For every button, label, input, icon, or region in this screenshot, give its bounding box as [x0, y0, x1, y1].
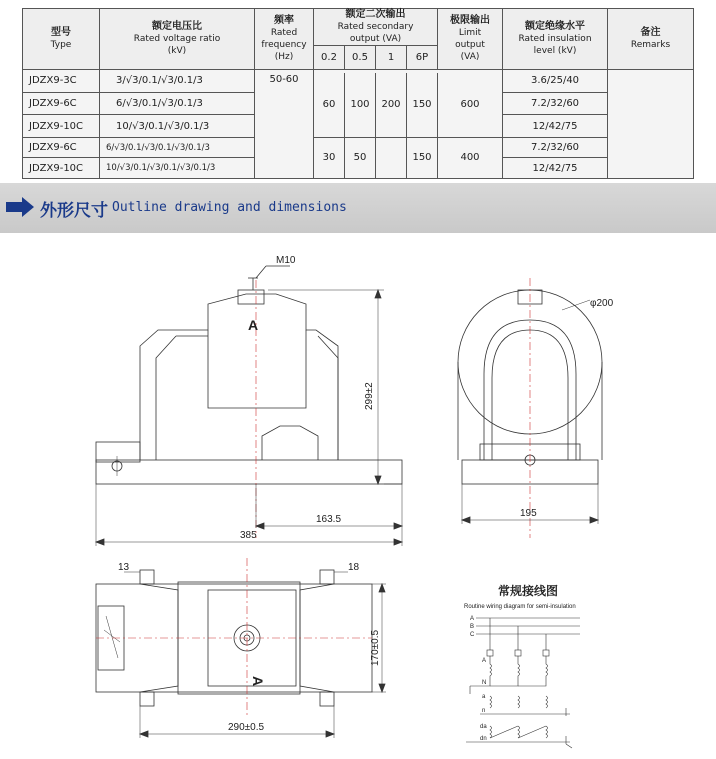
- row-insulation: 12/42/75: [503, 115, 608, 138]
- label-marker-top: A: [250, 676, 266, 687]
- label-marker-front: A: [248, 317, 259, 333]
- rem-cn: 备注: [640, 27, 661, 38]
- ratio-cn: 额定电压比: [152, 21, 202, 32]
- row-insulation: 7.2/32/60: [503, 92, 608, 115]
- label-dim13: 13: [118, 562, 130, 573]
- g2-c1: [376, 137, 407, 178]
- g1-c05: 100: [345, 73, 376, 137]
- row-ratio: 6/√3/0.1/√3/0.1/3: [100, 92, 255, 115]
- wiring-term-da: da: [480, 724, 487, 730]
- limit-unit: (VA): [460, 52, 480, 62]
- label-m10: M10: [276, 255, 296, 266]
- row-ratio: 3/√3/0.1/√3/0.1/3: [100, 70, 255, 93]
- wiring-title-cn: 常规接线图: [498, 584, 559, 598]
- row-type: JDZX9-3C: [23, 70, 100, 93]
- header-type: [23, 9, 100, 70]
- label-width: 385: [240, 530, 257, 541]
- type-en: Type: [50, 40, 72, 50]
- wiring-diagram: [464, 583, 580, 748]
- row-remarks: [608, 70, 694, 179]
- wiring-term-dn: dn: [480, 736, 487, 742]
- outline-drawing: [0, 238, 716, 759]
- header-secondary: [314, 9, 438, 46]
- section-title-cn: 外形尺寸: [40, 201, 108, 221]
- row-ratio: 10/√3/0.1/√3/0.1/√3/0.1/3: [100, 158, 255, 179]
- label-half-width: 163.5: [316, 514, 342, 525]
- arrow-right-icon: [6, 197, 34, 217]
- wiring-title-en: Routine wiring diagram for semi-insulation: [464, 604, 576, 610]
- label-dim18: 18: [348, 562, 360, 573]
- ins-en2: level (kV): [533, 46, 577, 56]
- g2-limit: 400: [438, 137, 503, 178]
- freq-cn: 频率: [274, 15, 294, 26]
- limit-en1: Limit: [458, 28, 482, 38]
- g1-c1: 200: [376, 73, 407, 137]
- wiring-phase-b: B: [470, 624, 475, 630]
- freq-en2: frequency: [261, 40, 307, 50]
- class-02: 0.2: [314, 46, 345, 70]
- header-limit: [438, 9, 503, 70]
- row-ratio: 6/√3/0.1/√3/0.1/√3/0.1/3: [100, 137, 255, 158]
- wiring-term-n-small: n: [482, 708, 486, 714]
- side-view: [458, 278, 602, 538]
- front-view: [96, 266, 402, 546]
- g2-c02: 30: [314, 137, 345, 178]
- ratio-en: Rated voltage ratio: [133, 34, 221, 44]
- spec-table: [22, 8, 694, 179]
- limit-cn: 极限输出: [450, 15, 490, 26]
- class-1: 1: [376, 46, 407, 70]
- row-type: JDZX9-6C: [23, 92, 100, 115]
- row-ratio: 10/√3/0.1/√3/0.1/3: [100, 115, 255, 138]
- ratio-unit: (kV): [167, 46, 187, 56]
- type-cn: 型号: [51, 27, 71, 38]
- row-type: JDZX9-10C: [23, 158, 100, 179]
- class-6p: 6P: [407, 46, 438, 70]
- top-view: [96, 558, 386, 738]
- label-diameter: φ200: [590, 298, 614, 309]
- ins-cn: 额定绝缘水平: [525, 21, 585, 32]
- g1-limit: 600: [460, 99, 480, 111]
- label-length: 290±0.5: [228, 722, 265, 733]
- wiring-term-a-small: a: [482, 694, 486, 700]
- output-block: [314, 70, 503, 179]
- wiring-term-n: N: [482, 680, 487, 686]
- table-row: [23, 70, 694, 93]
- label-height: 299±2: [364, 382, 375, 410]
- freq-unit: (Hz): [274, 52, 294, 62]
- g2-c05: 50: [345, 137, 376, 178]
- row-type: JDZX9-10C: [23, 115, 100, 138]
- g2-c6p: 150: [407, 137, 438, 178]
- g1-c6p: 150: [407, 73, 438, 137]
- wiring-phase-a: A: [470, 616, 475, 622]
- wiring-phase-c: C: [470, 632, 475, 638]
- header-ratio: [100, 9, 255, 70]
- row-frequency: 50-60: [255, 70, 314, 179]
- rem-en: Remarks: [630, 40, 671, 50]
- label-side-width: 195: [520, 508, 537, 519]
- header-remarks: [608, 9, 694, 70]
- g1-c02: 60: [314, 73, 345, 137]
- row-insulation: 12/42/75: [503, 158, 608, 179]
- header-freq: [255, 9, 314, 70]
- class-05: 0.5: [345, 46, 376, 70]
- section-title-en: Outline drawing and dimensions: [112, 200, 347, 215]
- row-insulation: 3.6/25/40: [503, 70, 608, 93]
- wiring-term-a: A: [482, 658, 487, 664]
- header-insulation: [503, 9, 608, 70]
- sec-cn: 额定二次输出: [345, 9, 406, 20]
- freq-en1: Rated: [270, 28, 298, 38]
- row-insulation: 7.2/32/60: [503, 137, 608, 158]
- section-banner: [0, 183, 716, 233]
- ins-en1: Rated insulation: [518, 34, 592, 44]
- label-depth: 170±0.5: [370, 629, 381, 666]
- row-type: JDZX9-6C: [23, 137, 100, 158]
- sec-en2: output (VA): [349, 34, 402, 44]
- limit-en2: output: [455, 40, 485, 50]
- sec-en1: Rated secondary: [337, 22, 414, 32]
